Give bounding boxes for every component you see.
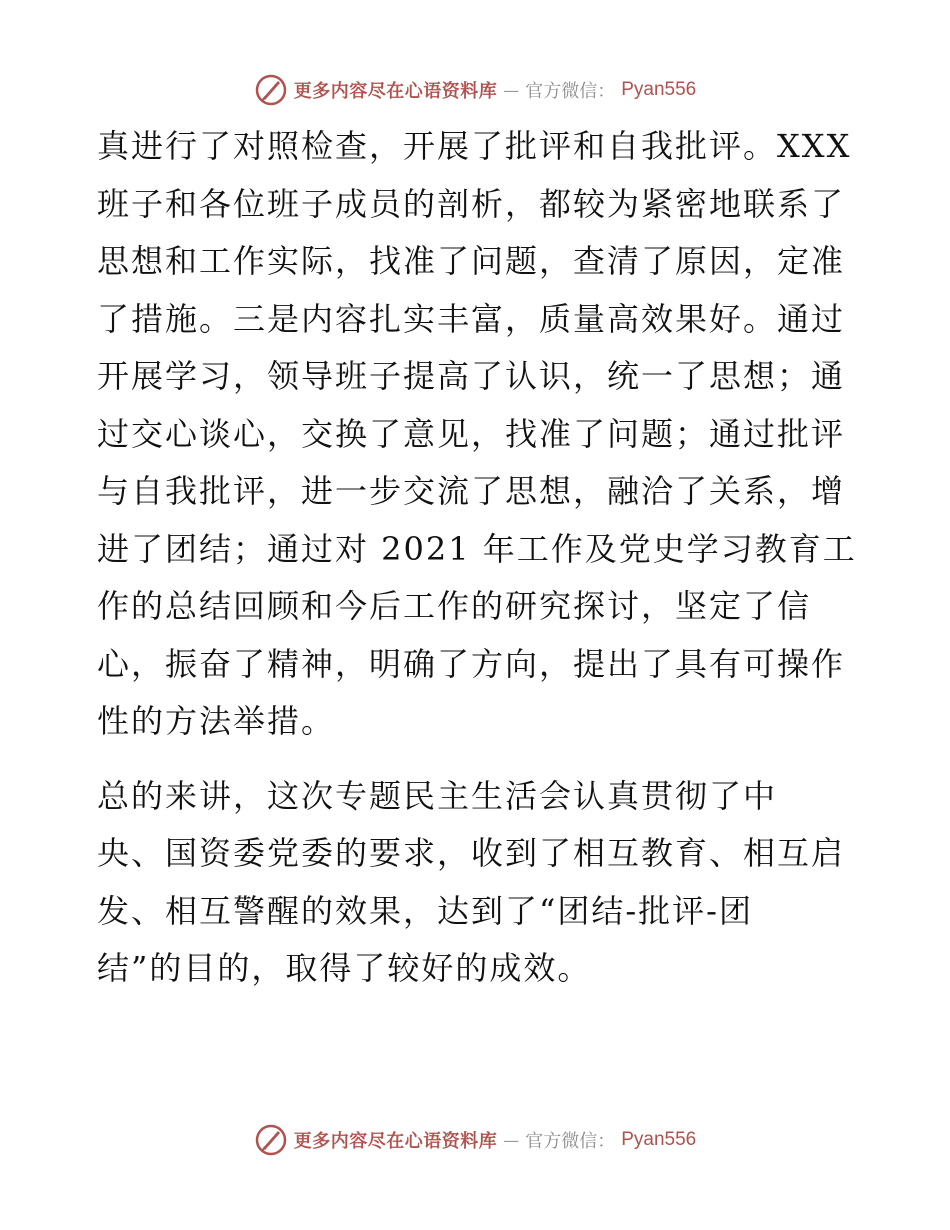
watermark-wechat-id: Pyan556 <box>621 1129 697 1150</box>
text-line: 进了团结；通过对 2021 年工作及党史学习教育工 <box>97 529 857 568</box>
watermark-wechat-label: 官方微信： <box>525 81 616 102</box>
text-line: 性的方法举措。 <box>97 702 336 740</box>
text-line: 了措施。三是内容扎实丰富，质量高效果好。通过 <box>97 299 846 338</box>
text-line: 思想和工作实际，找准了问题，查清了原因，定准 <box>97 242 846 280</box>
watermark-site-name: 更多内容尽在心语资料库 <box>293 81 498 102</box>
quill-pen-logo-icon <box>254 1123 288 1157</box>
text-line: 发、相互警醒的效果，达到了“团结-批评-团 <box>97 891 753 930</box>
watermark-dash: — <box>503 1130 520 1150</box>
watermark-wechat-id: Pyan556 <box>621 79 697 100</box>
text-line: 与自我批评，进一步交流了思想，融洽了关系，增 <box>97 472 846 510</box>
header-watermark <box>0 70 950 110</box>
text-line: 结”的目的，取得了较好的成效。 <box>97 949 592 987</box>
watermark-wechat-label: 官方微信： <box>525 1131 616 1152</box>
paragraph <box>97 118 857 751</box>
text-line: 班子和各位班子成员的剖析，都较为紧密地联系了 <box>97 184 846 223</box>
quill-pen-logo-icon <box>254 73 288 107</box>
text-line: 央、国资委党委的要求，收到了相互教育、相互启 <box>97 834 846 872</box>
text-line: 总的来讲，这次专题民主生活会认真贯彻了中 <box>97 776 778 815</box>
watermark-dash: — <box>503 80 520 100</box>
text-line: 作的总结回顾和今后工作的研究探讨，坚定了信 <box>97 587 812 625</box>
text-line: 过交心谈心，交换了意见，找准了问题；通过批评 <box>97 414 846 453</box>
text-line: 开展学习，领导班子提高了认识，统一了思想；通 <box>97 357 846 395</box>
footer-watermark <box>0 1120 950 1160</box>
watermark-site-name: 更多内容尽在心语资料库 <box>293 1131 498 1152</box>
document-body <box>97 118 857 998</box>
paragraph <box>97 768 857 998</box>
text-line: 心，振奋了精神，明确了方向，提出了具有可操作 <box>97 644 846 683</box>
text-line: 真进行了对照检查，开展了批评和自我批评。XXX <box>97 127 852 165</box>
